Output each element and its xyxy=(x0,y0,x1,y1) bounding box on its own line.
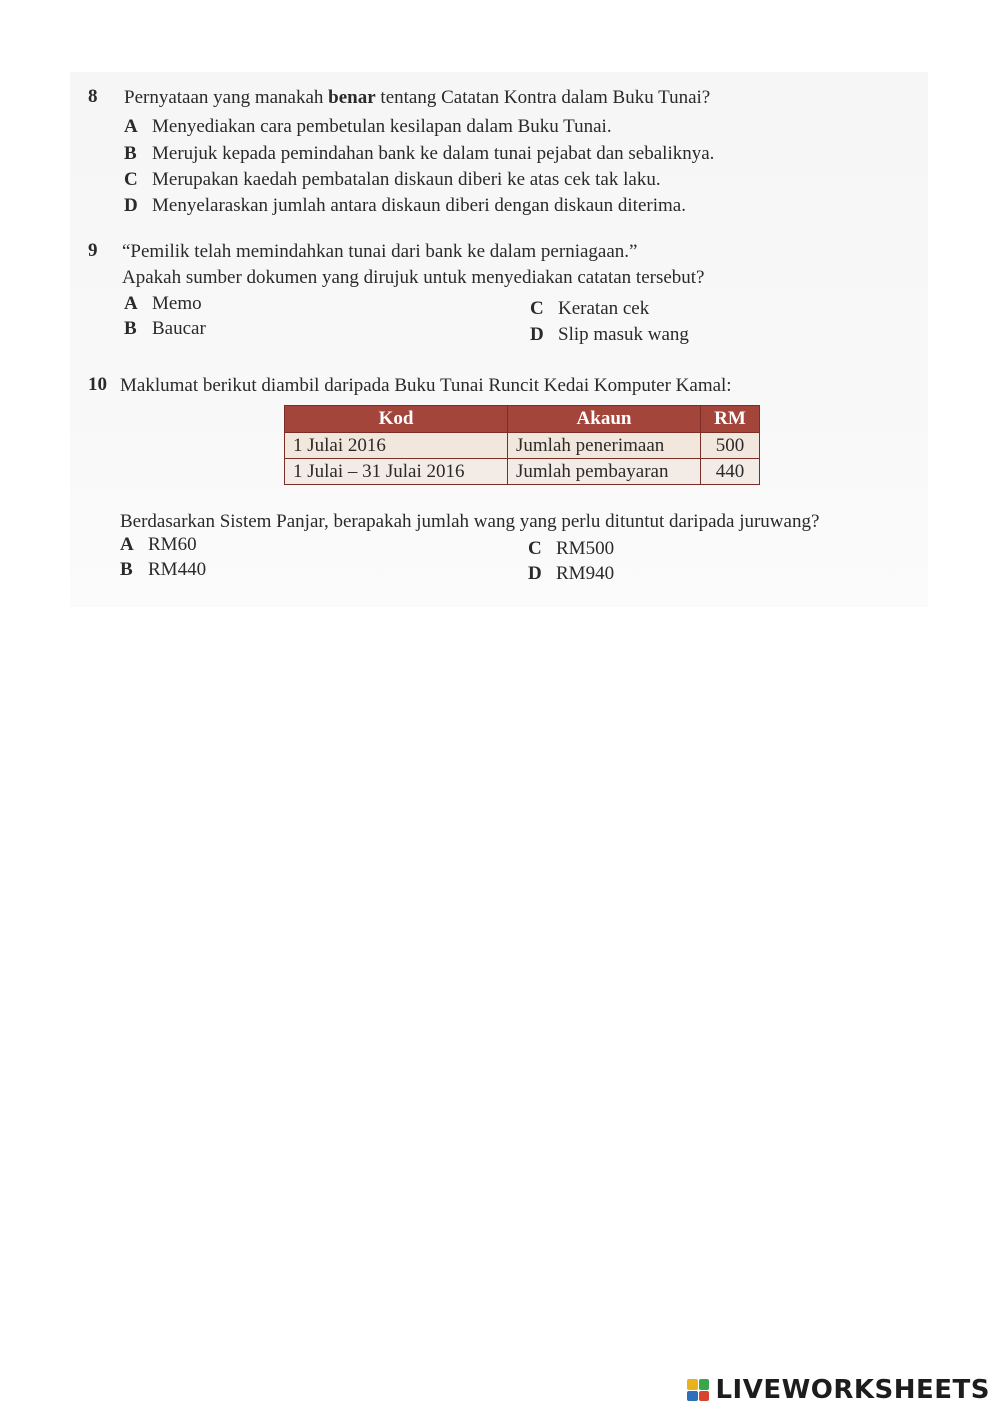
badge-square xyxy=(687,1379,698,1390)
table-header-row xyxy=(285,406,760,433)
liveworksheets-badge-icon xyxy=(687,1379,709,1401)
header-rm: RM xyxy=(701,406,760,433)
header-kod: Kod xyxy=(285,406,508,433)
q9-option-a: A Memo xyxy=(124,293,202,314)
q8-option-c: C Merupakan kaedah pembatalan diskaun diberi ke atas cek tak laku. xyxy=(124,169,661,190)
table-row xyxy=(285,433,760,459)
q9-number: 9 xyxy=(88,240,98,261)
q10-intro: Maklumat berikut diambil daripada Buku Tunai Runcit Kedai Komputer Kamal: xyxy=(120,375,732,396)
q8-option-a: A Menyediakan cara pembetulan kesilapan dalam Buku Tunai. xyxy=(124,116,612,137)
liveworksheets-logo xyxy=(687,1375,990,1405)
q10-option-d: D RM940 xyxy=(528,563,615,584)
table-cell: 1 Julai – 31 Julai 2016 xyxy=(285,459,508,485)
q9-option-d: D Slip masuk wang xyxy=(530,324,689,345)
q10-option-c: C RM500 xyxy=(528,538,615,559)
q9-question: Apakah sumber dokumen yang dirujuk untuk menyediakan catatan tersebut? xyxy=(122,267,705,288)
badge-square xyxy=(699,1379,710,1390)
badge-square xyxy=(687,1391,698,1402)
table-cell: Jumlah pembayaran xyxy=(508,459,701,485)
table-row xyxy=(285,459,760,485)
brand-name: LIVEWORKSHEETS xyxy=(715,1375,990,1405)
q10-question: Berdasarkan Sistem Panjar, berapakah jumlah wang yang perlu dituntut daripada juruwang? xyxy=(120,511,820,532)
table-cell: 1 Julai 2016 xyxy=(285,433,508,459)
q9-option-b: B Baucar xyxy=(124,318,206,339)
petty-cash-table xyxy=(284,405,760,485)
q8-number: 8 xyxy=(88,86,98,107)
q8-option-b: B Merujuk kepada pemindahan bank ke dalam tunai pejabat dan sebaliknya. xyxy=(124,143,715,164)
q9-quote: “Pemilik telah memindahkan tunai dari bank ke dalam perniagaan.” xyxy=(122,241,638,262)
table-cell: 500 xyxy=(701,433,760,459)
header-akaun: Akaun xyxy=(508,406,701,433)
q10-option-a: A RM60 xyxy=(120,534,197,555)
q10-option-b: B RM440 xyxy=(120,559,207,580)
table-cell: 440 xyxy=(701,459,760,485)
badge-square xyxy=(699,1391,710,1402)
table-cell: Jumlah penerimaan xyxy=(508,433,701,459)
q8-question: Pernyataan yang manakah benar tentang Catatan Kontra dalam Buku Tunai? xyxy=(124,87,711,108)
q10-number: 10 xyxy=(88,374,107,395)
q8-option-d: D Menyelaraskan jumlah antara diskaun diberi dengan diskaun diterima. xyxy=(124,195,686,216)
q9-option-c: C Keratan cek xyxy=(530,298,650,319)
